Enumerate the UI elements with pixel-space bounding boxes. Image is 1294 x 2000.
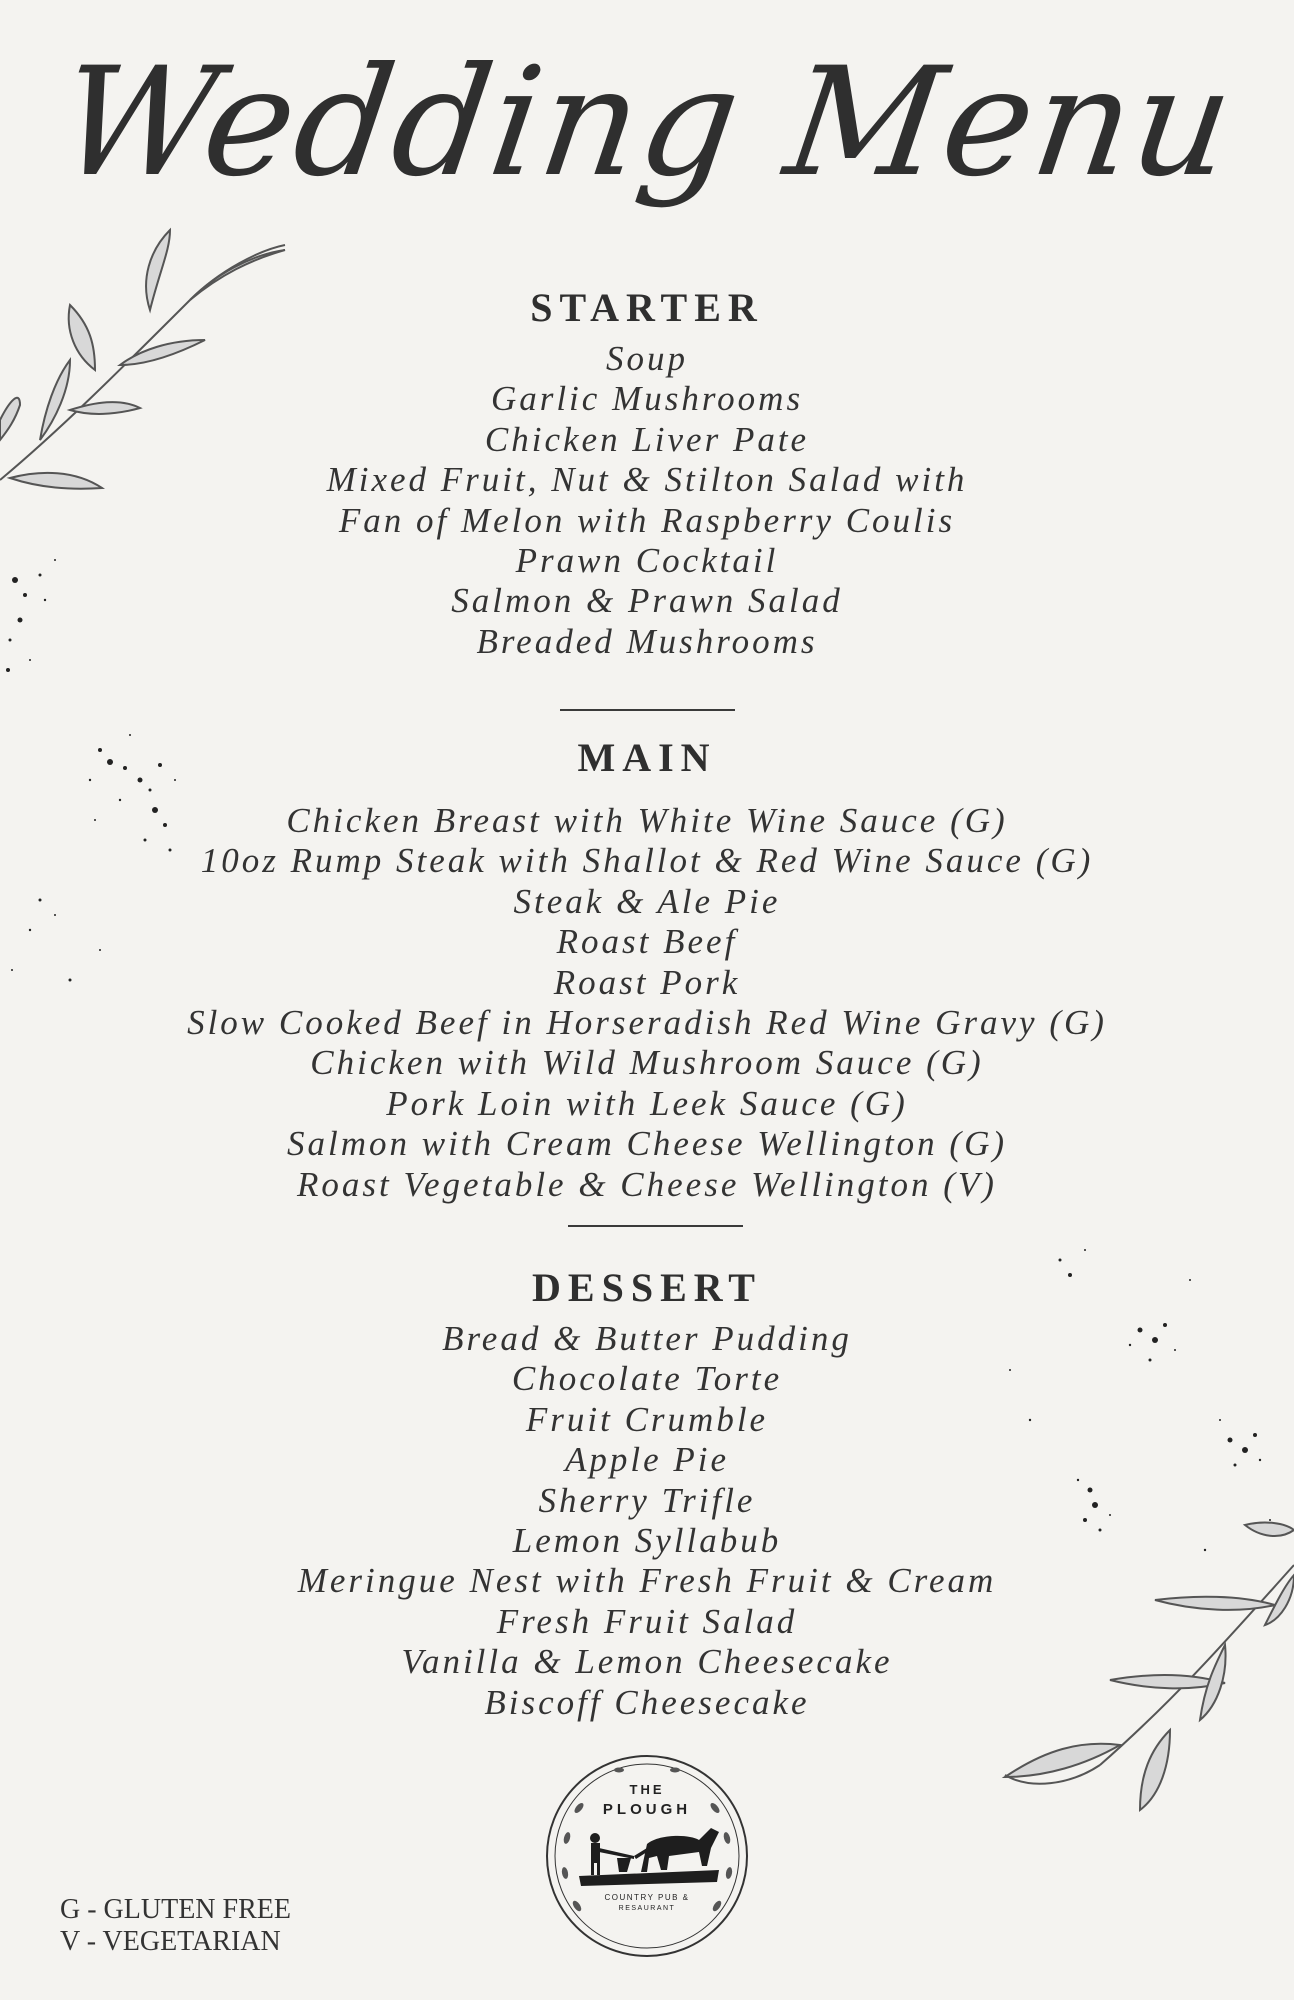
menu-item: Fruit Crumble (525, 1399, 769, 1439)
menu-item: Prawn Cocktail (515, 541, 779, 581)
menu-item: 10oz Rump Steak with Shallot & Red Wine Sauce (G) (200, 841, 1094, 881)
starter-list (0, 339, 1294, 662)
menu-item: Biscoff Cheesecake (484, 1682, 810, 1722)
menu-item: Garlic Mushrooms (490, 379, 804, 419)
legend-vegetarian: V - VEGETARIAN (60, 1926, 281, 1957)
menu-item: Roast Vegetable & Cheese Wellington (V) (297, 1164, 997, 1204)
menu-item: Chicken with Wild Mushroom Sauce (G) (310, 1043, 984, 1083)
menu-item: Chicken Liver Pate (484, 419, 810, 459)
starter-section (0, 283, 1294, 662)
restaurant-logo (539, 1748, 755, 1964)
main-list (0, 801, 1294, 1205)
menu-item: Salmon & Prawn Salad (451, 581, 843, 621)
logo-line2: PLOUGH (602, 1801, 692, 1818)
logo-tagline1: COUNTRY PUB & (604, 1893, 690, 1902)
main-heading: MAIN (577, 735, 717, 780)
menu-item: Chocolate Torte (511, 1359, 783, 1399)
dessert-heading: DESSERT (532, 1265, 762, 1310)
menu-item: Fresh Fruit Salad (496, 1601, 798, 1641)
menu-item: Roast Pork (553, 962, 741, 1002)
menu-item: Lemon Syllabub (512, 1521, 782, 1561)
dessert-section (0, 1263, 1294, 1723)
menu-item: Meringue Nest with Fresh Fruit & Cream (297, 1561, 997, 1601)
menu-item: Slow Cooked Beef in Horseradish Red Wine Gravy (G) (187, 1003, 1107, 1043)
menu-item: Apple Pie (564, 1440, 730, 1480)
menu-item: Chicken Breast with White Wine Sauce (G) (286, 801, 1008, 840)
legend-gluten-free: G - GLUTEN FREE (60, 1894, 291, 1925)
horse-plough-silhouette-icon (579, 1828, 719, 1886)
dessert-list (0, 1319, 1294, 1723)
menu-item: Pork Loin with Leek Sauce (G) (386, 1083, 908, 1123)
dietary-legend (60, 1894, 291, 1958)
menu-item: Fan of Melon with Raspberry Coulis (338, 500, 956, 540)
main-section (0, 733, 1294, 1205)
menu-item: Sherry Trifle (538, 1480, 756, 1520)
section-divider (568, 1225, 743, 1227)
menu-item: Salmon with Cream Cheese Wellington (G) (286, 1124, 1008, 1164)
section-divider (560, 709, 735, 711)
starter-heading: STARTER (530, 285, 764, 330)
menu-item: Soup (606, 339, 688, 378)
logo-tagline2: RESAURANT (618, 1905, 676, 1912)
plough-logo-icon (539, 1748, 755, 1964)
menu-item: Steak & Ale Pie (513, 881, 781, 921)
menu-item: Vanilla & Lemon Cheesecake (401, 1642, 893, 1682)
menu-item: Roast Beef (556, 922, 738, 962)
logo-line1: THE (629, 1782, 665, 1797)
menu-item: Breaded Mushrooms (476, 621, 818, 661)
menu-item: Mixed Fruit, Nut & Stilton Salad with (326, 460, 968, 500)
page-title: Wedding Menu (49, 36, 1245, 210)
menu-item: Bread & Butter Pudding (442, 1319, 852, 1358)
